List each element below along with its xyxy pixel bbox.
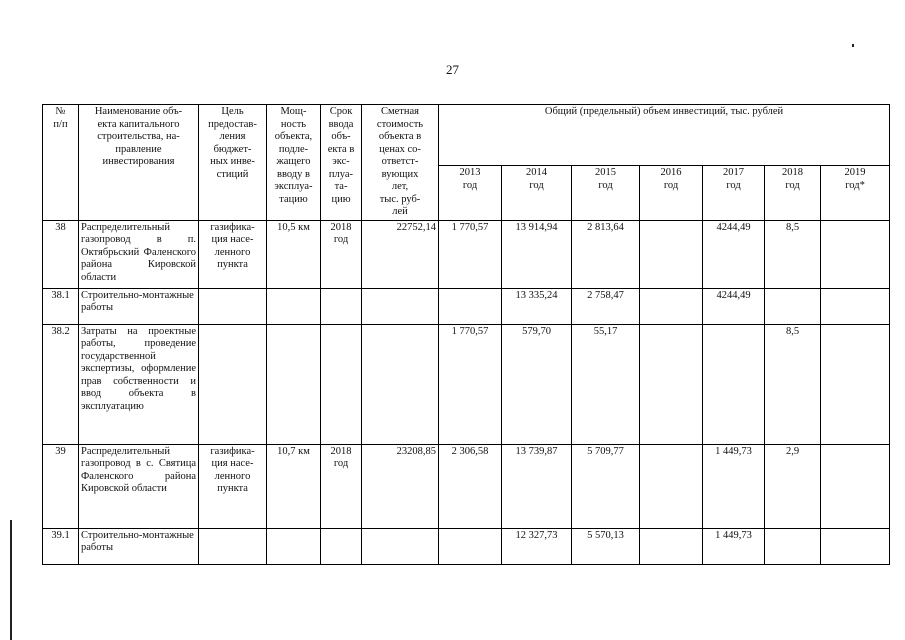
value-2018 xyxy=(765,288,821,324)
header-year-2018: 2018 год xyxy=(765,166,821,221)
value-2015: 5 570,13 xyxy=(572,528,640,564)
purpose-cell: газифика- ция насе- ленного пункта xyxy=(199,220,267,288)
value-2019 xyxy=(821,444,890,528)
purpose-cell xyxy=(199,288,267,324)
value-2016 xyxy=(640,324,703,444)
value-2019 xyxy=(821,324,890,444)
scan-artifact-line xyxy=(10,520,12,640)
header-row xyxy=(43,105,890,166)
object-name: Распределительный газопровод в п. Октябрьский Фаленского района Кировской области xyxy=(79,220,199,288)
capacity-cell xyxy=(267,528,321,564)
table-row xyxy=(43,324,890,444)
value-2013 xyxy=(439,288,502,324)
value-2015: 2 758,47 xyxy=(572,288,640,324)
value-2013: 1 770,57 xyxy=(439,220,502,288)
header-year-2015: 2015 год xyxy=(572,166,640,221)
value-2016 xyxy=(640,288,703,324)
term-cell: 2018 год xyxy=(321,220,362,288)
value-2016 xyxy=(640,528,703,564)
object-name: Распределительный газопровод в с. Святица Фаленского района Кировской области xyxy=(79,444,199,528)
table-row xyxy=(43,288,890,324)
header-num: № п/п xyxy=(43,105,79,221)
row-num: 38.1 xyxy=(43,288,79,324)
header-investments: Общий (предельный) объем инвестиций, тыс. рублей xyxy=(439,105,890,166)
term-cell: 2018 год xyxy=(321,444,362,528)
row-num: 39.1 xyxy=(43,528,79,564)
value-2014: 13 739,87 xyxy=(502,444,572,528)
cost-cell: 23208,85 xyxy=(362,444,439,528)
capacity-cell: 10,7 км xyxy=(267,444,321,528)
value-2014: 12 327,73 xyxy=(502,528,572,564)
term-cell xyxy=(321,528,362,564)
purpose-cell xyxy=(199,528,267,564)
value-2015: 2 813,64 xyxy=(572,220,640,288)
capacity-cell: 10,5 км xyxy=(267,220,321,288)
cost-cell xyxy=(362,324,439,444)
object-name: Затраты на проектные работы, проведение государственной экспертизы, оформление прав собственности и ввод объекта в эксплуатацию xyxy=(79,324,199,444)
value-2019 xyxy=(821,220,890,288)
cost-cell xyxy=(362,528,439,564)
term-cell xyxy=(321,288,362,324)
value-2015: 55,17 xyxy=(572,324,640,444)
header-year-2016: 2016 год xyxy=(640,166,703,221)
value-2017: 1 449,73 xyxy=(703,444,765,528)
header-term: Срок ввода объ- екта в экс- плуа- та- цию xyxy=(321,105,362,221)
row-num: 38.2 xyxy=(43,324,79,444)
value-2018: 8,5 xyxy=(765,324,821,444)
cost-cell: 22752,14 xyxy=(362,220,439,288)
value-2015: 5 709,77 xyxy=(572,444,640,528)
table-row xyxy=(43,444,890,528)
value-2014: 13 914,94 xyxy=(502,220,572,288)
value-2018: 8,5 xyxy=(765,220,821,288)
value-2017: 4244,49 xyxy=(703,288,765,324)
header-purpose: Цель предостав- ления бюджет- ных инве- стиций xyxy=(199,105,267,221)
purpose-cell xyxy=(199,324,267,444)
value-2019 xyxy=(821,288,890,324)
table-row xyxy=(43,220,890,288)
value-2017: 1 449,73 xyxy=(703,528,765,564)
value-2014: 13 335,24 xyxy=(502,288,572,324)
value-2013: 2 306,58 xyxy=(439,444,502,528)
capacity-cell xyxy=(267,288,321,324)
object-name: Строительно-монтажные работы xyxy=(79,288,199,324)
term-cell xyxy=(321,324,362,444)
table-row xyxy=(43,528,890,564)
row-num: 39 xyxy=(43,444,79,528)
value-2018 xyxy=(765,528,821,564)
header-year-2017: 2017 год xyxy=(703,166,765,221)
header-cost: Сметная стоимость объекта в ценах со- ответст- вующих лет, тыс. руб- лей xyxy=(362,105,439,221)
capacity-cell xyxy=(267,324,321,444)
header-year-2019: 2019 год* xyxy=(821,166,890,221)
row-num: 38 xyxy=(43,220,79,288)
value-2017 xyxy=(703,324,765,444)
cost-cell xyxy=(362,288,439,324)
header-name: Наименование объ- екта капитального строительства, на- правление инвестирования xyxy=(79,105,199,221)
value-2013 xyxy=(439,528,502,564)
value-2013: 1 770,57 xyxy=(439,324,502,444)
value-2018: 2,9 xyxy=(765,444,821,528)
investment-table xyxy=(42,104,890,565)
header-capacity: Мощ- ность объекта, подле- жащего вводу в эксплуа- тацию xyxy=(267,105,321,221)
value-2019 xyxy=(821,528,890,564)
object-name: Строительно-монтажные работы xyxy=(79,528,199,564)
value-2014: 579,70 xyxy=(502,324,572,444)
scan-artifact-dot xyxy=(852,44,854,47)
header-year-2014: 2014 год xyxy=(502,166,572,221)
value-2016 xyxy=(640,444,703,528)
value-2017: 4244,49 xyxy=(703,220,765,288)
value-2016 xyxy=(640,220,703,288)
purpose-cell: газифика- ция насе- ленного пункта xyxy=(199,444,267,528)
header-year-2013: 2013 год xyxy=(439,166,502,221)
page-number: 27 xyxy=(446,62,459,77)
